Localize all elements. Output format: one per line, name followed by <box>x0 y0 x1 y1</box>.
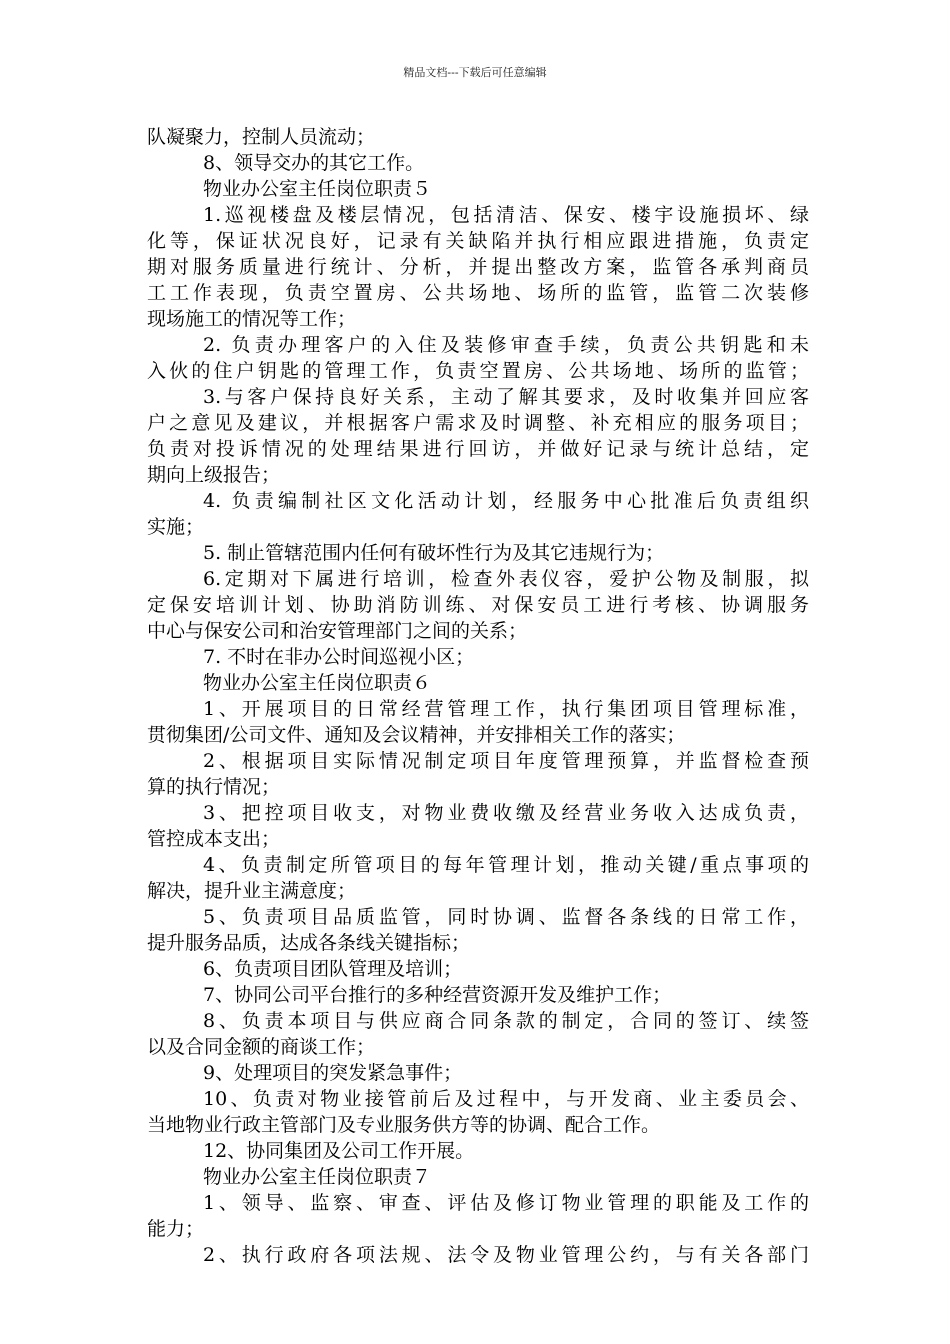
text-line: 9、处理项目的突发紧急事件； <box>203 1062 463 1084</box>
text-line: 8、负责本项目与供应商合同条款的制定，合同的签订、续签 <box>203 1010 809 1032</box>
text-line: 3、把控项目收支，对物业费收缴及经营业务收入达成负责， <box>203 802 809 824</box>
text-line: 解决，提升业主满意度； <box>147 880 357 902</box>
text-line: 期向上级报告； <box>147 464 281 486</box>
text-line: 期对服务质量进行统计、分析，并提出整改方案，监管各承判商员 <box>147 256 809 278</box>
text-line: 负责对投诉情况的处理结果进行回访，并做好记录与统计总结，定 <box>147 438 809 460</box>
text-line: 入伙的住户钥匙的管理工作，负责空置房、公共场地、场所的监管； <box>147 360 809 382</box>
text-line: 12、协同集团及公司工作开展。 <box>203 1140 475 1162</box>
text-line: 7. 不时在非办公时间巡视小区； <box>203 646 475 668</box>
text-line: 算的执行情况； <box>147 776 281 798</box>
text-line: 物业办公室主任岗位职责７ <box>203 1166 432 1188</box>
text-line: 能力； <box>147 1218 205 1240</box>
text-line: 1、开展项目的日常经营管理工作，执行集团项目管理标准， <box>203 698 809 720</box>
text-line: 1.巡视楼盘及楼层情况，包括清洁、保安、楼宇设施损坏、绿 <box>203 204 809 226</box>
text-line: 以及合同金额的商谈工作； <box>147 1036 376 1058</box>
text-line: 6、负责项目团队管理及培训； <box>203 958 463 980</box>
text-line: 实施； <box>147 516 205 538</box>
text-line: 贯彻集团/公司文件、通知及会议精神，并安排相关工作的落实； <box>147 724 686 746</box>
text-line: 10、负责对物业接管前后及过程中，与开发商、业主委员会、 <box>203 1088 809 1110</box>
text-line: 工工作表现，负责空置房、公共场地、场所的监管，监管二次装修 <box>147 282 809 304</box>
text-line: 5. 制止管辖范围内任何有破坏性行为及其它违规行为； <box>203 542 665 564</box>
page-header: 精品文档---下载后可任意编辑 <box>403 66 547 79</box>
text-line: 2、根据项目实际情况制定项目年度管理预算，并监督检查预 <box>203 750 809 772</box>
text-line: 队凝聚力，控制人员流动； <box>147 126 376 148</box>
text-line: 4. 负责编制社区文化活动计划，经服务中心批准后负责组织 <box>203 490 809 512</box>
document-body <box>147 124 809 1268</box>
text-line: 现场施工的情况等工作； <box>147 308 357 330</box>
text-line: 提升服务品质，达成各条线关键指标； <box>147 932 471 954</box>
text-line: 4、负责制定所管项目的每年管理计划，推动关键/重点事项的 <box>203 854 809 876</box>
text-line: 5、负责项目品质监管，同时协调、监督各条线的日常工作， <box>203 906 809 928</box>
text-line: 管控成本支出； <box>147 828 281 850</box>
text-line: 2. 负责办理客户的入住及装修审查手续，负责公共钥匙和未 <box>203 334 809 356</box>
text-line: 6.定期对下属进行培训，检查外表仪容，爱护公物及制服，拟 <box>203 568 809 590</box>
text-line: 化等，保证状况良好，记录有关缺陷并执行相应跟进措施，负责定 <box>147 230 809 252</box>
text-line: 物业办公室主任岗位职责６ <box>203 672 432 694</box>
text-line: 物业办公室主任岗位职责５ <box>203 178 432 200</box>
text-line: 1、领导、监察、审查、评估及修订物业管理的职能及工作的 <box>203 1192 809 1214</box>
text-line: 当地物业行政主管部门及专业服务供方等的协调、配合工作。 <box>147 1114 661 1136</box>
text-line: 户之意见及建议，并根据客户需求及时调整、补充相应的服务项目； <box>147 412 809 434</box>
text-line: 8、领导交办的其它工作。 <box>203 152 425 174</box>
text-line: 定保安培训计划、协助消防训练、对保安员工进行考核、协调服务 <box>147 594 809 616</box>
text-line: 中心与保安公司和治安管理部门之间的关系； <box>147 620 528 642</box>
text-line: 3.与客户保持良好关系，主动了解其要求，及时收集并回应客 <box>203 386 809 408</box>
text-line: 7、协同公司平台推行的多种经营资源开发及维护工作； <box>203 984 672 1006</box>
text-line: 2、执行政府各项法规、法令及物业管理公约，与有关各部门 <box>203 1244 809 1266</box>
